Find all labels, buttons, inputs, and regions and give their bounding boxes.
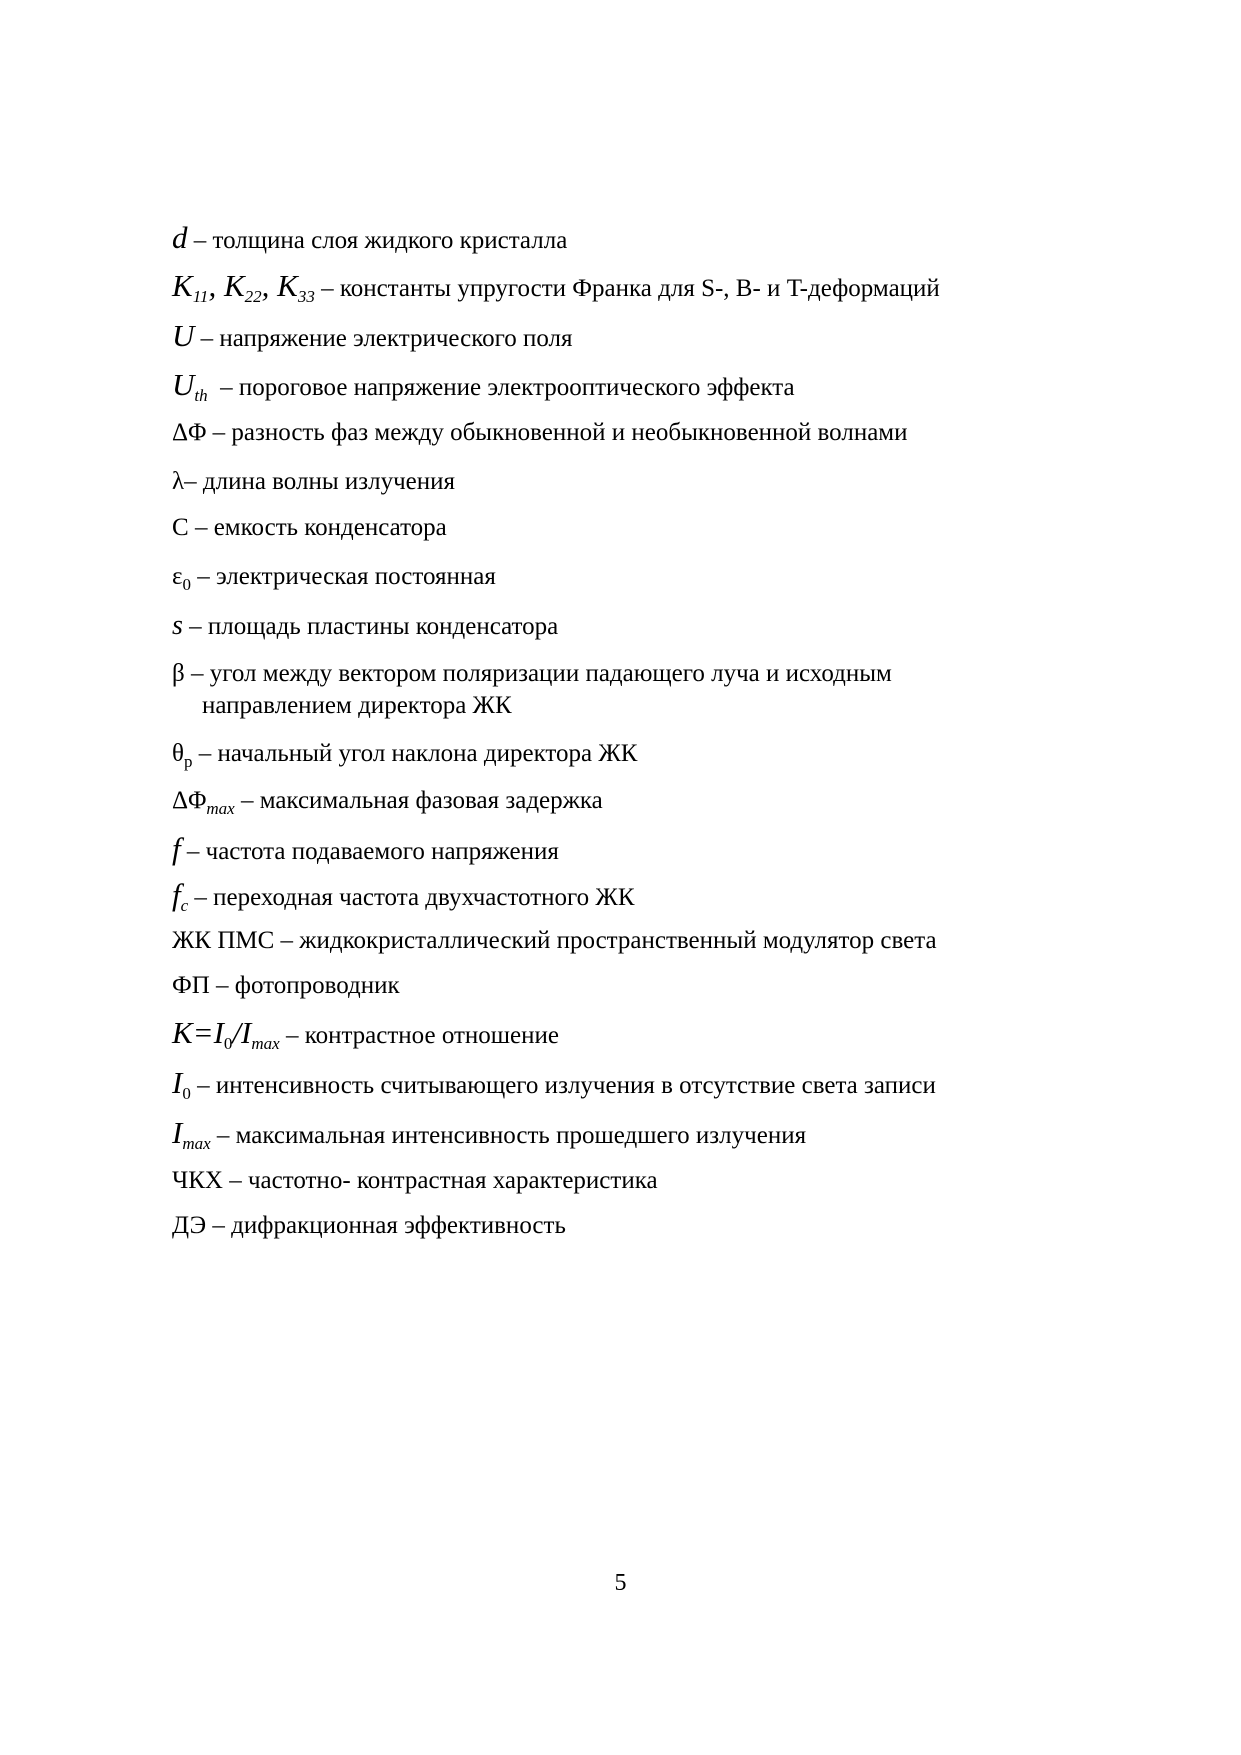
notation-entry-diffraction-efficiency bbox=[172, 1210, 566, 1242]
symbol: f bbox=[172, 877, 181, 912]
notation-entry-f bbox=[172, 833, 559, 868]
subscript: 0 bbox=[182, 1084, 191, 1103]
subscript: max bbox=[182, 1134, 211, 1153]
notation-entry-contrast-ratio bbox=[172, 1017, 559, 1060]
notation-entry-i0 bbox=[172, 1067, 936, 1110]
subscript: max bbox=[206, 799, 235, 818]
subscript: c bbox=[180, 896, 189, 915]
symbol: ΔΦ bbox=[172, 787, 207, 814]
subscript: 0 bbox=[223, 1034, 233, 1053]
notation-entry-s bbox=[172, 610, 558, 643]
symbol: I bbox=[172, 1115, 183, 1150]
subscript: 22 bbox=[244, 287, 262, 306]
definition: – пороговое напряжение электрооптического эффекта bbox=[207, 374, 795, 401]
notation-entry-beta bbox=[172, 658, 892, 722]
symbol: /I bbox=[232, 1015, 252, 1050]
symbol: K=I bbox=[172, 1015, 224, 1050]
definition: – напряжение электрического поля bbox=[194, 325, 573, 352]
subscript: th bbox=[194, 386, 208, 405]
notation-entry-fc bbox=[172, 879, 635, 922]
notation-entry-uth bbox=[172, 369, 795, 412]
symbol: s bbox=[172, 610, 183, 641]
definition: ФП – фотопроводник bbox=[172, 972, 400, 999]
symbol: λ bbox=[172, 468, 185, 495]
symbol: , K bbox=[261, 268, 298, 303]
definition: – частота подаваемого напряжения bbox=[180, 838, 559, 865]
symbol: K bbox=[172, 268, 193, 303]
definition: ДЭ – дифракционная эффективность bbox=[172, 1212, 566, 1239]
symbol: d bbox=[172, 220, 188, 255]
page-number: 5 bbox=[614, 1570, 627, 1596]
definition: – контрастное отношение bbox=[279, 1022, 559, 1049]
notation-entry-d bbox=[172, 222, 567, 257]
notation-entry-photoconductor bbox=[172, 970, 400, 1002]
symbol: U bbox=[172, 318, 195, 353]
definition: – площадь пластины конденсатора bbox=[182, 613, 559, 640]
notation-entry-theta-p bbox=[172, 738, 637, 778]
notation-entry-lc-slm bbox=[172, 925, 937, 957]
definition: ЧКХ – частотно- контрастная характеристика bbox=[172, 1167, 658, 1194]
symbol: θ bbox=[172, 740, 184, 767]
notation-entry-imax bbox=[172, 1117, 806, 1160]
subscript: 0 bbox=[182, 575, 191, 594]
subscript: max bbox=[251, 1034, 280, 1053]
notation-entry-c bbox=[172, 512, 447, 544]
definition: – максимальная фазовая задержка bbox=[234, 787, 603, 814]
definition-continuation: направлением директора ЖК bbox=[202, 692, 512, 719]
symbol: ΔΦ bbox=[172, 419, 207, 446]
symbol: f bbox=[172, 831, 181, 866]
subscript: 11 bbox=[192, 287, 209, 306]
definition: – электрическая постоянная bbox=[191, 563, 496, 590]
symbol: ε bbox=[172, 563, 183, 590]
definition: – длина волны излучения bbox=[184, 468, 456, 495]
notation-entry-delta-phi-max bbox=[172, 785, 603, 825]
notation-entry-epsilon0 bbox=[172, 561, 496, 601]
definition: – начальный угол наклона директора ЖК bbox=[192, 740, 638, 767]
definition: – максимальная интенсивность прошедшего излучения bbox=[210, 1122, 807, 1149]
definition: – емкость конденсатора bbox=[188, 514, 447, 541]
definition: – толщина слоя жидкого кристалла bbox=[187, 227, 568, 254]
subscript: 33 bbox=[297, 287, 315, 306]
definition: – переходная частота двухчастотного ЖК bbox=[188, 884, 635, 911]
notation-entry-delta-phi bbox=[172, 417, 908, 449]
notation-entry-lambda bbox=[172, 466, 455, 498]
definition: – константы упругости Франка для S-, B- и T-деформаций bbox=[314, 275, 940, 302]
symbol: I bbox=[172, 1065, 183, 1100]
notation-entry-u bbox=[172, 320, 573, 355]
symbol: С bbox=[172, 514, 189, 541]
notation-entry-mtf bbox=[172, 1165, 658, 1197]
subscript: p bbox=[183, 752, 193, 771]
notation-entry-frank-constants bbox=[172, 270, 940, 313]
symbol: U bbox=[172, 367, 195, 402]
definition: – разность фаз между обыкновенной и необыкновенной волнами bbox=[206, 419, 908, 446]
definition: – угол между вектором поляризации падающего луча и исходным bbox=[184, 660, 892, 687]
definition: ЖК ПМС – жидкокристаллический пространственный модулятор света bbox=[172, 927, 937, 954]
definition: – интенсивность считывающего излучения в отсутствие света записи bbox=[190, 1072, 936, 1099]
symbol: , K bbox=[208, 268, 245, 303]
symbol: β bbox=[172, 660, 185, 687]
